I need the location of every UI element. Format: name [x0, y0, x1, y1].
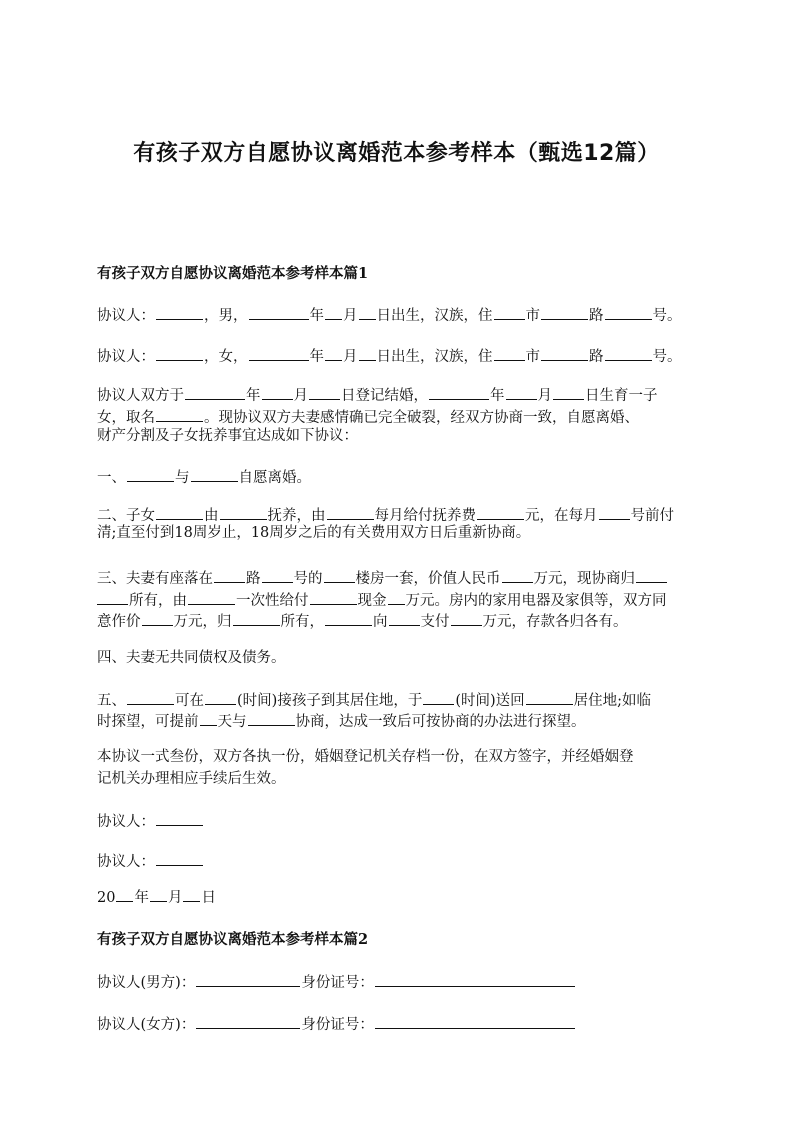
- section-2-heading: 有孩子双方自愿协议离婚范本参考样本篇2: [97, 931, 369, 948]
- party-1-line: 协议人： ，男， 年 月 日出生，汉族，住 市 路 号。: [97, 305, 682, 324]
- clause-1: 一、 与 自愿离婚。: [97, 467, 311, 486]
- female-party-line: 协议人(女方)： 身份证号：: [97, 1014, 576, 1033]
- clause-3-line-2: 所有，由 一次性给付 现金 万元。房内的家用电器及家俱等，双方同: [97, 590, 667, 609]
- marriage-line-1: 协议人双方于 年 月 日登记结婚， 年 月 日生育一子: [97, 385, 658, 404]
- male-party-line: 协议人(男方)： 身份证号：: [97, 972, 576, 991]
- clause-4: 四、夫妻无共同债权及债务。: [97, 650, 286, 666]
- signature-line-2: 协议人：: [97, 851, 204, 870]
- clause-5-line-2: 时探望，可提前 天与 协商，达成一致后可按协商的办法进行探望。: [97, 711, 586, 730]
- document-title: 有孩子双方自愿协议离婚范本参考样本（甄选12篇）: [133, 141, 660, 166]
- clause-3-line-1: 三、夫妻有座落在 路 号的 楼房一套，价值人民币 万元，现协商归: [97, 568, 668, 587]
- closing-line-1: 本协议一式叁份，双方各执一份，婚姻登记机关存档一份，在双方签字，并经婚姻登: [97, 749, 634, 765]
- marriage-line-2: 女，取名 。现协议双方夫妻感情确已完全破裂，经双方协商一致，自愿离婚、: [97, 407, 639, 426]
- party-2-line: 协议人： ，女， 年 月 日出生，汉族，住 市 路 号。: [97, 346, 682, 365]
- date-line: 20 年 月 日: [97, 887, 216, 906]
- marriage-line-3: 财产分割及子女抚养事宜达成如下协议：: [97, 428, 358, 444]
- clause-5-line-1: 五、 可在 (时间)接孩子到其居住地，于 (时间)送回 居住地;如临: [97, 690, 651, 709]
- clause-2-line-1: 二、子女 由 抚养，由 每月给付抚养费 元，在每月 号前付: [97, 505, 674, 524]
- section-1-heading: 有孩子双方自愿协议离婚范本参考样本篇1: [97, 265, 369, 282]
- clause-3-line-3: 意作价 万元，归 所有， 向 支付 万元，存款各归各有。: [97, 611, 628, 630]
- closing-line-2: 记机关办理相应手续后生效。: [97, 771, 286, 787]
- clause-2-line-2: 清;直至付到18周岁止，18周岁之后的有关费用双方日后重新协商。: [97, 525, 531, 541]
- signature-line-1: 协议人：: [97, 811, 204, 830]
